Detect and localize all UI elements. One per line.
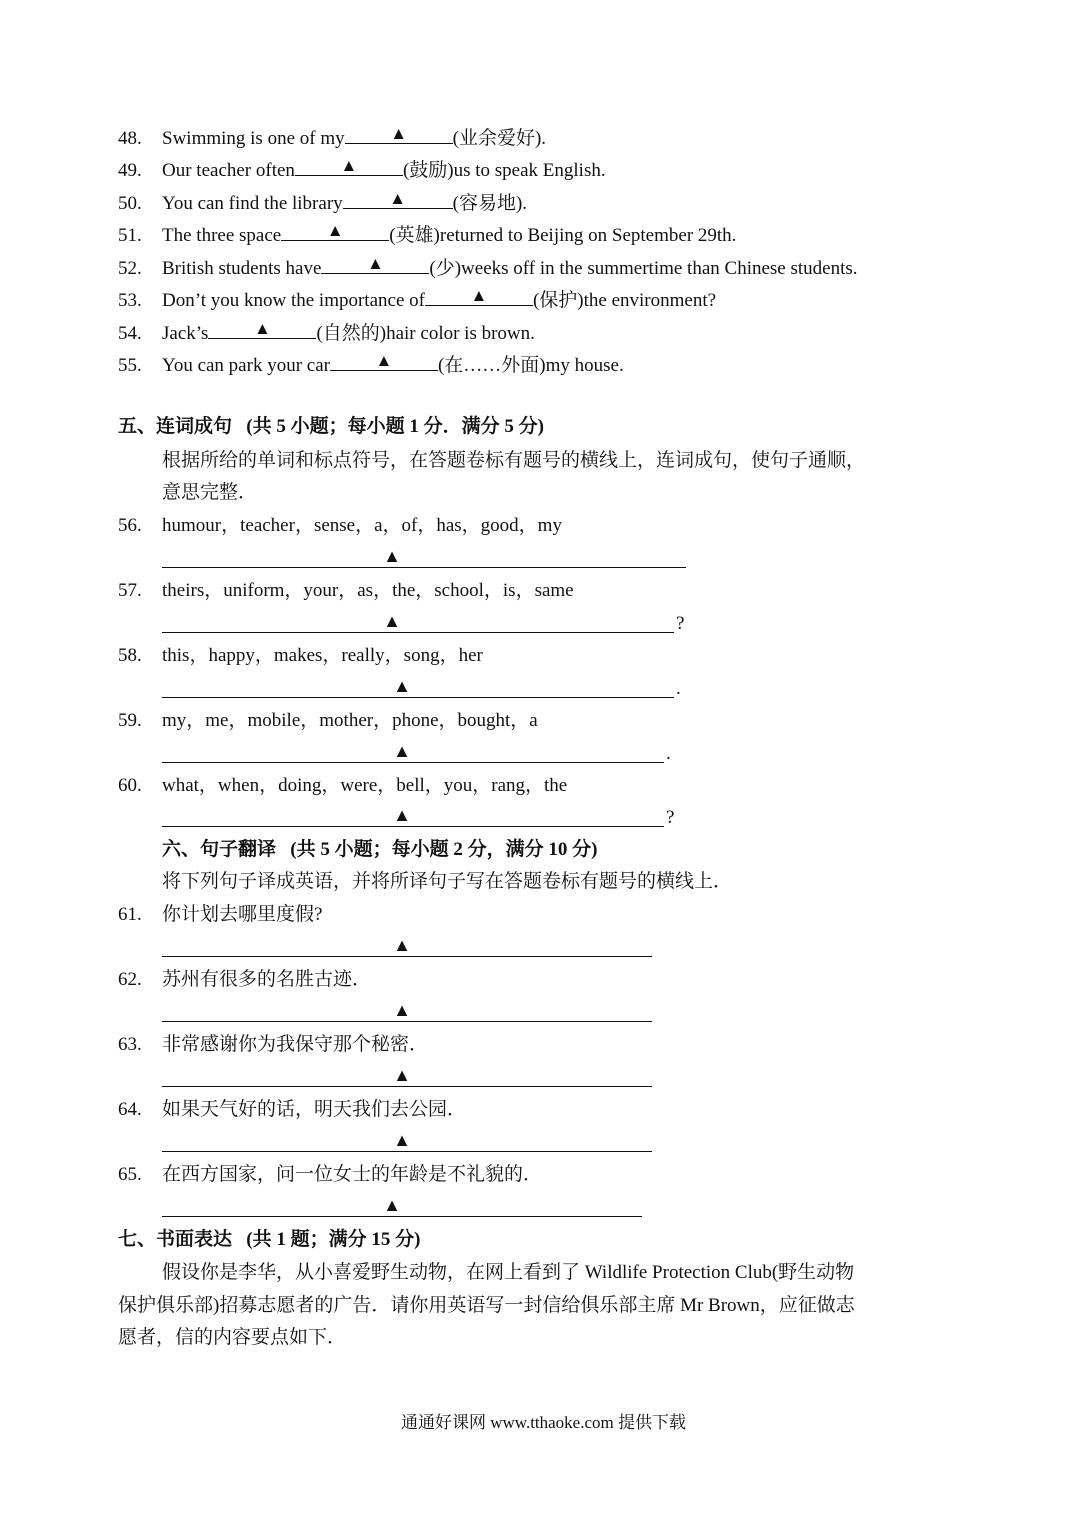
chinese-sentence: 在西方国家，问一位女士的年龄是不礼貌的． xyxy=(162,1164,543,1185)
question-55 xyxy=(118,351,624,378)
answer-blank[interactable] xyxy=(330,351,438,371)
answer-line[interactable] xyxy=(162,1130,652,1152)
hint-text: (保护) xyxy=(532,290,584,311)
word-list: humour，teacher，sense，a，of，has，good，my xyxy=(162,515,562,536)
word-list: what，when，doing，were，bell，you，rang，the xyxy=(162,775,568,796)
answer-line[interactable] xyxy=(162,546,686,568)
triangle-marker-icon: ▲ xyxy=(393,676,411,696)
answer-blank[interactable] xyxy=(345,124,453,144)
word-list: theirs，uniform，your，as，the，school，is，same xyxy=(162,580,574,601)
question-number: 55. xyxy=(118,355,142,376)
question-number: 64. xyxy=(118,1099,142,1120)
question-50 xyxy=(118,189,527,216)
question-text: Swimming is one of my xyxy=(162,128,345,149)
triangle-marker-icon: ▲ xyxy=(383,1195,401,1215)
answer-blank[interactable] xyxy=(321,254,429,274)
end-punctuation: ? xyxy=(676,613,685,634)
chinese-sentence: 苏州有很多的名胜古迹． xyxy=(162,969,372,990)
question-62 xyxy=(118,968,371,992)
answer-line[interactable] xyxy=(162,611,674,633)
question-number: 53. xyxy=(118,290,142,311)
page-footer: 通通好课网 www.tthaoke.com 提供下载 xyxy=(400,1413,687,1432)
end-punctuation: . xyxy=(676,678,681,699)
question-text-after: hair color is brown. xyxy=(386,323,535,344)
question-text: Jack’s xyxy=(162,323,209,344)
triangle-marker-icon: ▲ xyxy=(390,124,408,143)
hint-text: (英雄) xyxy=(389,225,440,246)
question-number: 56. xyxy=(118,515,142,536)
question-number: 48. xyxy=(118,128,142,149)
question-text-after: the environment? xyxy=(583,290,717,311)
section-title: 七、书面表达 xyxy=(118,1229,233,1250)
triangle-marker-icon: ▲ xyxy=(470,286,488,305)
end-punctuation: . xyxy=(666,743,671,764)
end-punctuation: ? xyxy=(666,807,675,828)
question-number: 50. xyxy=(118,193,142,214)
question-number: 60. xyxy=(118,775,142,796)
triangle-marker-icon: ▲ xyxy=(340,156,358,175)
question-text-after: returned to Beijing on September 29th. xyxy=(439,225,737,246)
chinese-sentence: 非常感谢你为我保守那个秘密． xyxy=(162,1034,429,1055)
chinese-sentence: 你计划去哪里度假? xyxy=(162,904,323,925)
question-number: 65. xyxy=(118,1164,142,1185)
hint-text: (在……外面) xyxy=(437,355,546,376)
question-text-after: us to speak English. xyxy=(453,160,606,181)
chinese-sentence: 如果天气好的话，明天我们去公园． xyxy=(162,1099,467,1120)
triangle-marker-icon: ▲ xyxy=(393,1065,411,1085)
section-5-instruction: 根据所给的单词和标点符号，在答题卷标有题号的横线上，连词成句，使句子通顺， xyxy=(162,450,866,471)
triangle-marker-icon: ▲ xyxy=(254,319,271,338)
question-text: British students have xyxy=(162,258,322,279)
hint-text: (少) xyxy=(429,258,462,279)
triangle-marker-icon: ▲ xyxy=(326,221,344,240)
answer-blank[interactable] xyxy=(343,189,453,209)
hint-text: (容易地). xyxy=(452,193,528,214)
triangle-marker-icon: ▲ xyxy=(383,611,401,631)
answer-blank[interactable] xyxy=(295,156,403,176)
question-48 xyxy=(118,124,546,151)
question-text-after: weeks off in the summertime than Chinese students. xyxy=(461,258,858,279)
triangle-marker-icon: ▲ xyxy=(393,935,411,955)
answer-blank[interactable] xyxy=(425,286,533,306)
triangle-marker-icon: ▲ xyxy=(375,351,393,370)
question-number: 62. xyxy=(118,969,142,990)
question-number: 57. xyxy=(118,580,142,601)
section-score: (共 1 题；满分 15 分) xyxy=(246,1229,421,1250)
question-59 xyxy=(118,709,538,733)
word-list: this，happy，makes，really，song，her xyxy=(162,645,483,666)
answer-line[interactable] xyxy=(162,1065,652,1087)
section-6-header xyxy=(162,838,597,862)
triangle-marker-icon: ▲ xyxy=(393,1000,411,1020)
question-57 xyxy=(118,579,574,603)
question-51 xyxy=(118,221,736,248)
question-text: Don’t you know the importance of xyxy=(162,290,425,311)
triangle-marker-icon: ▲ xyxy=(366,254,384,273)
section-score: (共 5 小题；每小题 2 分，满分 10 分) xyxy=(290,839,598,860)
section-5-header xyxy=(118,415,544,439)
hint-text: (自然的) xyxy=(316,323,387,344)
triangle-marker-icon: ▲ xyxy=(393,741,411,761)
word-list: my，me，mobile，mother，phone，bought，a xyxy=(162,710,538,731)
hint-text: (鼓励) xyxy=(402,160,454,181)
question-text: You can find the library xyxy=(162,193,343,214)
question-text: The three space xyxy=(162,225,282,246)
question-65 xyxy=(118,1163,542,1187)
writing-prompt-line-2: 保护俱乐部)招募志愿者的广告．请你用英语写一封信给俱乐部主席 Mr Brown，应征做志 xyxy=(118,1295,855,1316)
question-number: 59. xyxy=(118,710,142,731)
question-56 xyxy=(118,514,562,538)
triangle-marker-icon: ▲ xyxy=(383,546,401,566)
section-7-header xyxy=(118,1228,420,1252)
question-number: 51. xyxy=(118,225,142,246)
hint-text: (业余爱好). xyxy=(452,128,547,149)
writing-prompt-line-3: 愿者，信的内容要点如下． xyxy=(118,1327,347,1348)
triangle-marker-icon: ▲ xyxy=(393,1130,411,1150)
question-54 xyxy=(118,319,535,346)
triangle-marker-icon: ▲ xyxy=(389,189,407,208)
section-score: (共 5 小题；每小题 1 分．满分 5 分) xyxy=(246,416,544,437)
question-number: 63. xyxy=(118,1034,142,1055)
question-text-after: my house. xyxy=(545,355,624,376)
answer-line[interactable] xyxy=(162,805,664,827)
answer-blank[interactable] xyxy=(281,221,389,241)
section-5-instruction-cont: 意思完整． xyxy=(162,482,258,503)
question-number: 52. xyxy=(118,258,142,279)
answer-line[interactable] xyxy=(162,676,674,698)
question-58 xyxy=(118,644,483,668)
question-60 xyxy=(118,774,567,798)
question-text: Our teacher often xyxy=(162,160,295,181)
question-53 xyxy=(118,286,716,313)
section-title: 五、连词成句 xyxy=(118,416,233,437)
writing-prompt-line-1: 假设你是李华，从小喜爱野生动物，在网上看到了 Wildlife Protection Club(野生动物 xyxy=(162,1262,855,1283)
question-49 xyxy=(118,156,606,183)
triangle-marker-icon: ▲ xyxy=(393,805,411,825)
answer-blank[interactable] xyxy=(208,319,316,339)
question-61 xyxy=(118,903,322,927)
answer-line[interactable] xyxy=(162,1000,652,1022)
answer-line[interactable] xyxy=(162,935,652,957)
section-6-instruction: 将下列句子译成英语，并将所译句子写在答题卷标有题号的横线上． xyxy=(162,871,733,892)
question-number: 58. xyxy=(118,645,142,666)
question-number: 61. xyxy=(118,904,142,925)
question-52 xyxy=(118,254,858,281)
question-text: You can park your car xyxy=(162,355,330,376)
question-64 xyxy=(118,1098,466,1122)
answer-line[interactable] xyxy=(162,741,664,763)
question-63 xyxy=(118,1033,428,1057)
answer-line[interactable] xyxy=(162,1195,642,1217)
question-number: 54. xyxy=(118,323,142,344)
question-number: 49. xyxy=(118,160,142,181)
section-title: 六、句子翻译 xyxy=(162,839,277,860)
